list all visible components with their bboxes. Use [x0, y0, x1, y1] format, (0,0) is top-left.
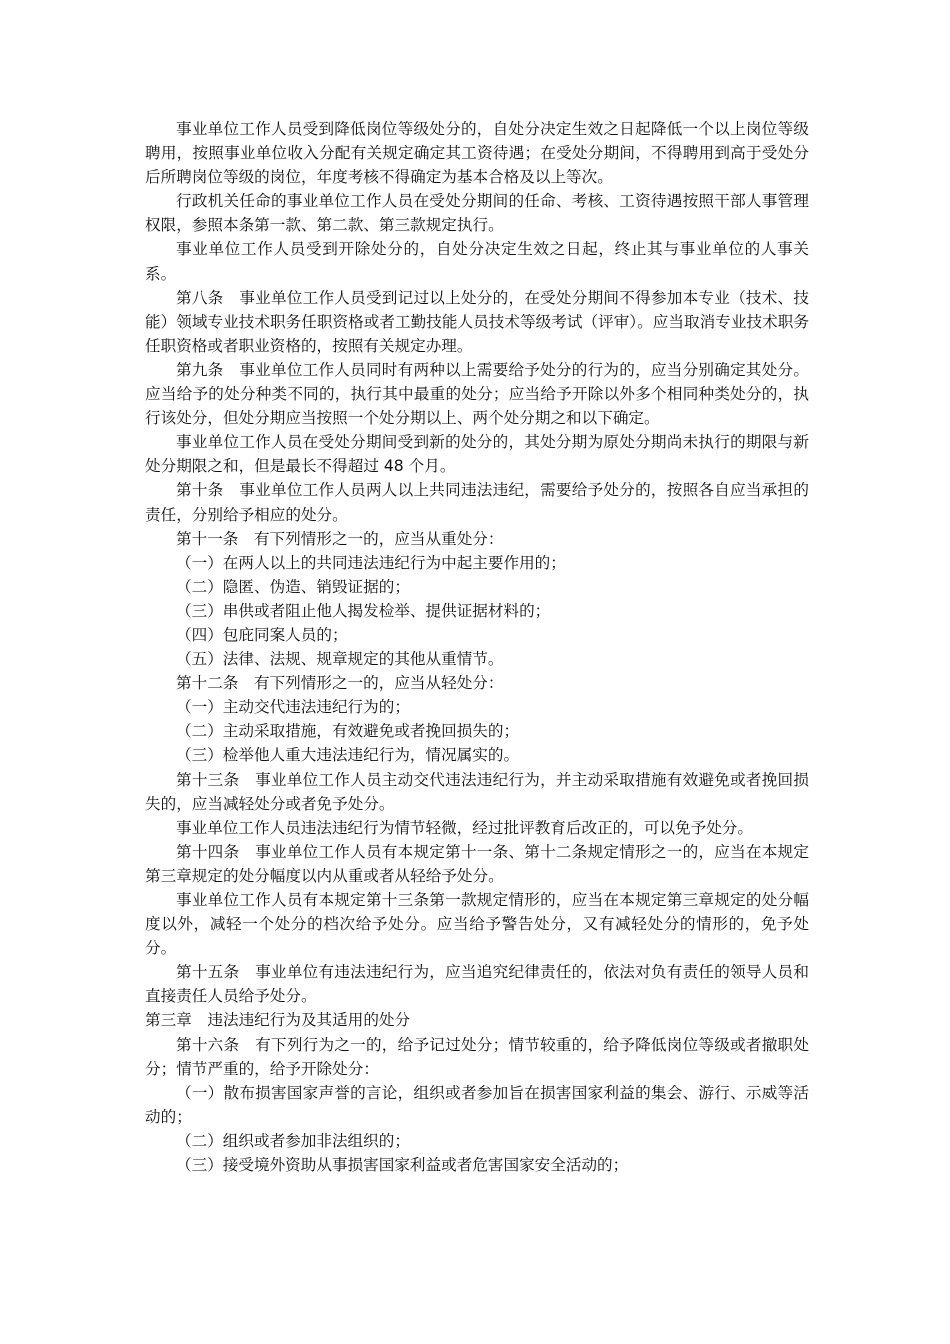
article-16: 第十六条 有下列行为之一的，给予记过处分；情节较重的，给予降低岗位等级或者撤职处分；情节严重的，给予开除处分： — [145, 1035, 809, 1078]
list-item: （二）组织或者参加非法组织的； — [176, 1131, 410, 1150]
list-item: （三）串供或者阻止他人揭发检举、提供证据材料的； — [176, 601, 551, 620]
paragraph: 事业单位工作人员在受处分期间受到新的处分的，其处分期为原处分期尚未执行的期限与新处分期限之和，但是最长不得超过 48 个月。 — [145, 433, 809, 476]
article-9: 第九条 事业单位工作人员同时有两种以上需要给予处分的行为的，应当分别确定其处分。应当给予的处分种类不同的，执行其中最重的处分；应当给予开除以外多个相同种类处分的，执行该处分，但处分期应当按照一个处分期以上、两个处分期之和以下确定。 — [145, 360, 809, 428]
paragraph: 事业单位工作人员违法违纪行为情节轻微，经过批评教育后改正的，可以免予处分。 — [176, 818, 753, 837]
article-10: 第十条 事业单位工作人员两人以上共同违法违纪，需要给予处分的，按照各自应当承担的责任，分别给予相应的处分。 — [145, 481, 809, 524]
list-item: （一）主动交代违法违纪行为的； — [176, 698, 410, 717]
list-item: （三）检举他人重大违法违纪行为，情况属实的。 — [176, 746, 520, 765]
paragraph: 事业单位工作人员受到开除处分的，自处分决定生效之日起，终止其与事业单位的人事关系。 — [145, 240, 809, 283]
article-14: 第十四条 事业单位工作人员有本规定第十一条、第十二条规定情形之一的，应当在本规定第三章规定的处分幅度以内从重或者从轻给予处分。 — [145, 842, 809, 885]
list-item: （一）在两人以上的共同违法违纪行为中起主要作用的； — [176, 553, 566, 572]
article-8: 第八条 事业单位工作人员受到记过以上处分的，在受处分期间不得参加本专业（技术、技能）领域专业技术职务任职资格或者工勤技能人员技术等级考试（评审）。应当取消专业技术职务任职资格或者职业资格的，按照有关规定办理。 — [145, 288, 809, 355]
paragraph: 行政机关任命的事业单位工作人员在受处分期间的任命、考核、工资待遇按照干部人事管理权限，参照本条第一款、第二款、第三款规定执行。 — [145, 192, 809, 235]
article-13: 第十三条 事业单位工作人员主动交代违法违纪行为，并主动采取措施有效避免或者挽回损失的，应当减轻处分或者免予处分。 — [145, 770, 809, 813]
list-item: （四）包庇同案人员的； — [176, 625, 348, 644]
paragraph: 事业单位工作人员受到降低岗位等级处分的，自处分决定生效之日起降低一个以上岗位等级聘用，按照事业单位收入分配有关规定确定其工资待遇；在受处分期间，不得聘用到高于受处分后所聘岗位等级的岗位，年度考核不得确定为基本合格及以上等次。 — [145, 120, 809, 187]
list-item: （三）接受境外资助从事损害国家利益或者危害国家安全活动的； — [176, 1156, 629, 1175]
list-item: （一）散布损害国家声誉的言论，组织或者参加旨在损害国家利益的集会、游行、示威等活动的； — [145, 1083, 809, 1126]
document-page — [145, 117, 809, 1177]
article-11: 第十一条 有下列情形之一的，应当从重处分： — [176, 529, 504, 548]
list-item: （二）主动采取措施，有效避免或者挽回损失的； — [176, 722, 520, 741]
list-item: （二）隐匿、伪造、销毁证据的； — [176, 577, 410, 596]
article-12: 第十二条 有下列情形之一的，应当从轻处分： — [176, 674, 504, 693]
article-15: 第十五条 事业单位有违法违纪行为，应当追究纪律责任的，依法对负有责任的领导人员和直接责任人员给予处分。 — [145, 963, 809, 1006]
list-item: （五）法律、法规、规章规定的其他从重情节。 — [176, 650, 504, 669]
chapter-heading: 第三章 违法违纪行为及其适用的处分 — [145, 1011, 411, 1030]
paragraph: 事业单位工作人员有本规定第十三条第一款规定情形的，应当在本规定第三章规定的处分幅度以外，减轻一个处分的档次给予处分。应当给予警告处分，又有减轻处分的情形的，免予处分。 — [145, 891, 809, 958]
